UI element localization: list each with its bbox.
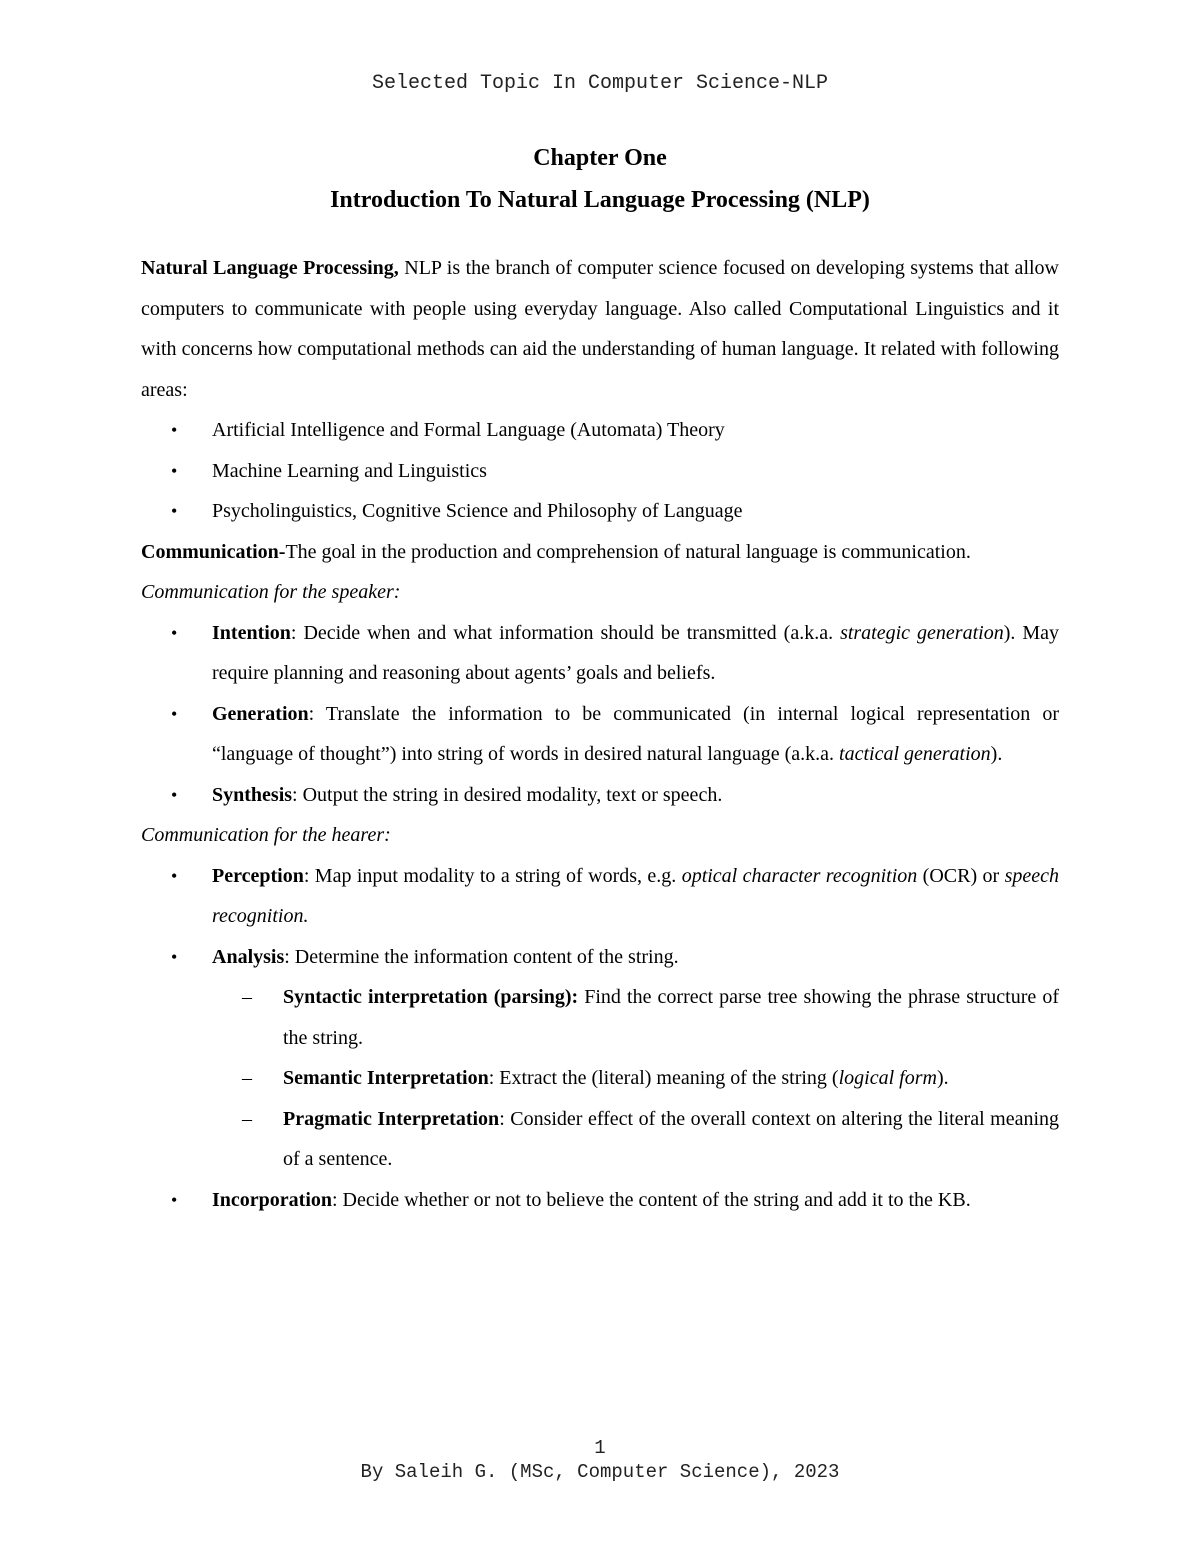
dash-icon: – — [242, 986, 252, 1008]
analysis-sublist — [212, 977, 1059, 1180]
bullet-icon: • — [171, 420, 178, 440]
communication-paragraph: Communication-The goal in the production and comprehension of natural language is communication. — [141, 540, 971, 563]
bullet-icon: • — [171, 1189, 178, 1210]
areas-list — [141, 410, 1059, 532]
intro-paragraph — [141, 248, 1059, 410]
intro-term: Natural Language Processing, — [141, 257, 399, 279]
running-header: Selected Topic In Computer Science-NLP — [371, 72, 829, 95]
footer-byline: By Saleih G. (MSc, Computer Science), 2023 — [360, 1461, 840, 1483]
list-item: • Machine Learning and Linguistics — [141, 451, 1059, 492]
list-item-perception: • Perception: Map input modality to a string of words, e.g. optical character recognition (OCR) or speech recognition. — [141, 856, 1059, 937]
list-item-semantic: – Semantic Interpretation: Extract the (literal) meaning of the string (logical form). — [212, 1058, 1059, 1099]
chapter-title: Chapter One — [533, 145, 667, 171]
list-item-pragmatic: – Pragmatic Interpretation: Consider effect of the overall context on altering the literal meaning of a sentence. — [212, 1099, 1059, 1180]
list-item-analysis: • Analysis: Determine the information content of the string. – Syntactic interpretation (parsing): Find the correct parse tree showing the phrase structure of the string. – Semantic Interpretation: Extract the (literal) meaning of the string (logical form). – Pragmatic Interpretation: Consider effect of the overall context on altering the literal meaning of a sentence. — [141, 937, 1059, 1180]
bullet-icon: • — [171, 784, 178, 805]
list-item-syntactic: – Syntactic interpretation (parsing): Find the correct parse tree showing the phrase structure of the string. — [212, 977, 1059, 1058]
hearer-label: Communication for the hearer: — [141, 824, 391, 846]
section-title: Introduction To Natural Language Processing (NLP) — [330, 187, 870, 213]
bullet-icon: • — [171, 460, 178, 481]
bullet-icon: • — [171, 622, 178, 643]
bullet-icon: • — [171, 865, 178, 886]
intro-text: NLP is the branch of computer science focused on developing systems that allow computers to communicate with people using everyday language. Also called Computational Linguistics and it with concerns how computational methods can aid the understanding of human language. It related with following areas: — [141, 257, 1059, 401]
page-footer — [0, 1436, 1200, 1484]
dash-icon: – — [242, 1067, 252, 1089]
title-block — [0, 140, 1200, 218]
speaker-list — [141, 613, 1059, 816]
page-number: 1 — [594, 1437, 606, 1459]
document-body — [141, 248, 1059, 1220]
list-item: • Artificial Intelligence and Formal Language (Automata) Theory — [141, 410, 1059, 451]
bullet-icon: • — [171, 946, 178, 967]
hearer-list — [141, 856, 1059, 1221]
list-item: • Psycholinguistics, Cognitive Science and Philosophy of Language — [141, 491, 1059, 532]
dash-icon: – — [242, 1107, 252, 1130]
bullet-icon: • — [171, 703, 178, 724]
communication-term: Communication- — [141, 540, 286, 563]
list-item-incorporation: • Incorporation: Decide whether or not to believe the content of the string and add it to the KB. — [141, 1180, 1059, 1221]
list-item-synthesis: • Synthesis: Output the string in desired modality, text or speech. — [141, 775, 1059, 816]
list-item-generation: • Generation: Translate the information to be communicated (in internal logical representation or “language of thought”) into string of words in desired natural language (a.k.a. tactical generation). — [141, 694, 1059, 775]
speaker-label: Communication for the speaker: — [141, 581, 401, 603]
list-item-intention: • Intention: Decide when and what information should be transmitted (a.k.a. strategic generation). May require planning and reasoning about agents’ goals and beliefs. — [141, 613, 1059, 694]
bullet-icon: • — [171, 501, 178, 521]
